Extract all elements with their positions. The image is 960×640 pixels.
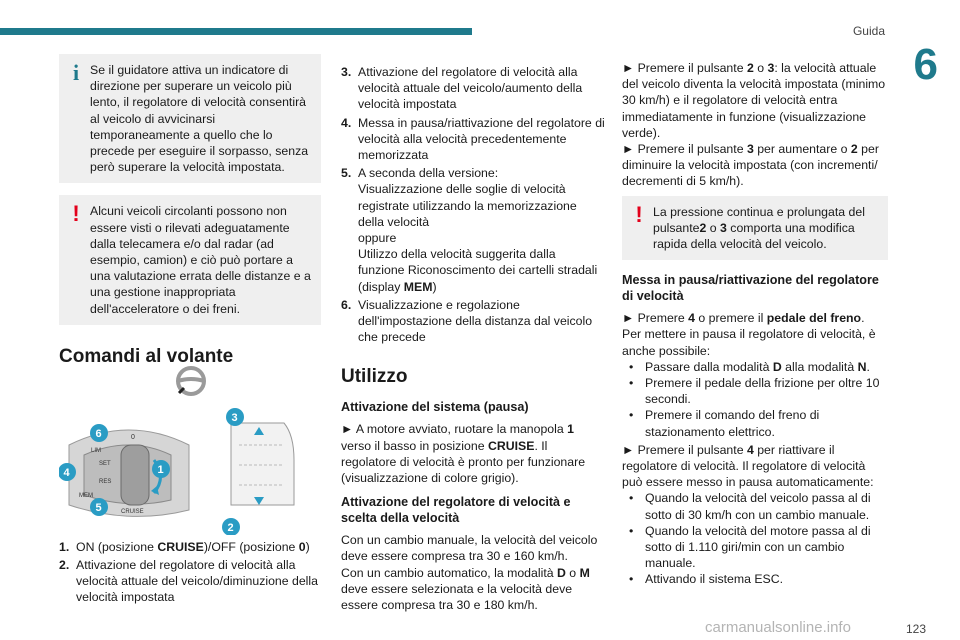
- list-item: 6. Visualizzazione e regolazione dell'impostazione della distanza dal veicolo che precede: [341, 297, 593, 345]
- list-item: • Premere il comando del freno di stazionamento elettrico.: [622, 407, 888, 439]
- list-item: • Premere il pedale della frizione per oltre 10 secondi.: [622, 375, 888, 407]
- list-item: 2. Attivazione del regolatore di velocità alla velocità attuale del veicolo/diminuzione della velocità impostata: [59, 558, 318, 605]
- pause-options-list: [622, 359, 888, 440]
- controls-list-continued: [341, 64, 605, 345]
- info-note: [59, 54, 321, 183]
- column-3: [622, 60, 888, 590]
- warning-icon: !: [635, 201, 643, 227]
- mem-label: MEM: [79, 492, 93, 499]
- callout-4: 4: [63, 466, 70, 479]
- warning-note-text: Alcuni veicoli circolanti possono non essere visti o rilevati adeguatamente dalla telecamera e/o dal radar (ad esempio, camion) e ciò può portare a una valutazione errata delle distanze e a una gestione inappropriata dell'acceleratore o dei freni.: [90, 204, 311, 316]
- callout-2: 2: [227, 521, 234, 534]
- paragraph: ► A motore avviato, ruotare la manopola 1 verso il basso in posizione CRUISE. Il regolatore di velocità è pronto per funzionare (visualizzazione di colore grigio).: [341, 422, 586, 486]
- callout-3: 3: [231, 411, 238, 424]
- page-number: 123: [905, 622, 926, 636]
- watermark: carmanualsonline.info: [705, 619, 851, 636]
- cruise-label: CRUISE: [121, 508, 144, 515]
- list-item: 1. ON (posizione CRUISE)/OFF (posizione 0): [59, 539, 310, 554]
- paragraph: Per mettere in pausa il regolatore di velocità, è anche possibile:: [622, 327, 876, 358]
- list-item: 3. Attivazione del regolatore di velocità alla velocità attuale del veicolo/aumento della velocità impostata: [341, 65, 583, 112]
- set-label: SET: [99, 460, 111, 467]
- res-label: RES: [99, 478, 112, 485]
- paragraph: Con un cambio automatico, la modalità D o M deve essere selezionata e la velocità deve essere compresa tra 30 e 180 km/h.: [341, 565, 590, 613]
- list-item: • Passare dalla modalità D alla modalità N.: [622, 359, 888, 375]
- subheading-pause: Messa in pausa/riattivazione del regolatore di velocità: [622, 273, 879, 304]
- lim-label: LIM: [91, 447, 102, 454]
- steering-wheel-icon: [171, 365, 211, 397]
- list-item: • Attivando il sistema ESC.: [622, 571, 888, 587]
- list-item: 4. Messa in pausa/riattivazione del regolatore di velocità alla velocità precedentemente memorizzata: [341, 115, 605, 163]
- page-header-title: Guida: [852, 24, 885, 38]
- paragraph: ► Premere il pulsante 4 per riattivare il regolatore di velocità. Il regolatore di velocità può essere messo in pausa automaticamente:: [622, 442, 874, 490]
- controls-list: [59, 539, 321, 606]
- paragraph: ► Premere il pulsante 2 o 3: la velocità attuale del veicolo diventa la velocità impostata (minimo 30 km/h) e il regolatore di velocità entra immediatamente in funzione (visualizzazione verde).: [622, 61, 886, 140]
- steering-controls-figure: [59, 379, 321, 534]
- list-item: 5. A seconda della versione: Visualizzazione delle soglie di velocità registrate utilizzando la memorizzazione della velocità oppure Utilizzo della velocità suggerita dalla funzione Riconoscimento dei cartelli stradali (display MEM): [341, 166, 598, 294]
- callout-1: 1: [157, 463, 164, 476]
- warning-icon: !: [72, 201, 80, 227]
- info-note-text: Se il guidatore attiva un indicatore di direzione per superare un veicolo più lento, il regolatore di velocità consentirà al veicolo di avvicinarsi temporaneamente a quello che lo precede per eseguire il sorpasso, senza però superare la velocità impostata.: [90, 63, 309, 175]
- callout-5: 5: [95, 501, 102, 514]
- chapter-number: 6: [913, 40, 938, 89]
- info-icon: i: [72, 60, 80, 85]
- section-heading-controls: Comandi al volante: [59, 345, 234, 367]
- warning-note-text: La pressione continua e prolungata del pulsante2 o 3 comporta una modifica rapida della velocità del veicolo.: [653, 204, 865, 252]
- column-1: [59, 54, 321, 608]
- top-accent-bar: [0, 28, 472, 35]
- auto-pause-list: [622, 490, 888, 587]
- subheading-speed-choice: Attivazione del regolatore di velocità e scelta della velocità: [341, 495, 571, 526]
- list-item: • Quando la velocità del motore passa al di sotto di 1.110 giri/min con un cambio manuale.: [622, 523, 888, 572]
- paragraph: ► Premere 4 o premere il pedale del freno.: [622, 311, 865, 326]
- warning-note: [622, 196, 888, 261]
- subheading-activation: Attivazione del sistema (pausa): [341, 400, 529, 415]
- paragraph: Con un cambio manuale, la velocità del veicolo deve essere compresa tra 30 e 160 km/h.: [341, 533, 598, 564]
- column-2: [341, 64, 605, 619]
- warning-note: [59, 195, 321, 324]
- list-item: • Quando la velocità del veicolo passa al di sotto di 30 km/h con un cambio manuale.: [622, 490, 888, 522]
- stalk-diagram: [59, 405, 321, 535]
- section-heading-usage: Utilizzo: [341, 366, 408, 388]
- paragraph: ► Premere il pulsante 3 per aumentare o 2 per diminuire la velocità impostata (con incrementi/ decrementi di 5 km/h).: [622, 142, 879, 189]
- callout-6: 6: [95, 427, 102, 440]
- zero-label: 0: [131, 433, 135, 441]
